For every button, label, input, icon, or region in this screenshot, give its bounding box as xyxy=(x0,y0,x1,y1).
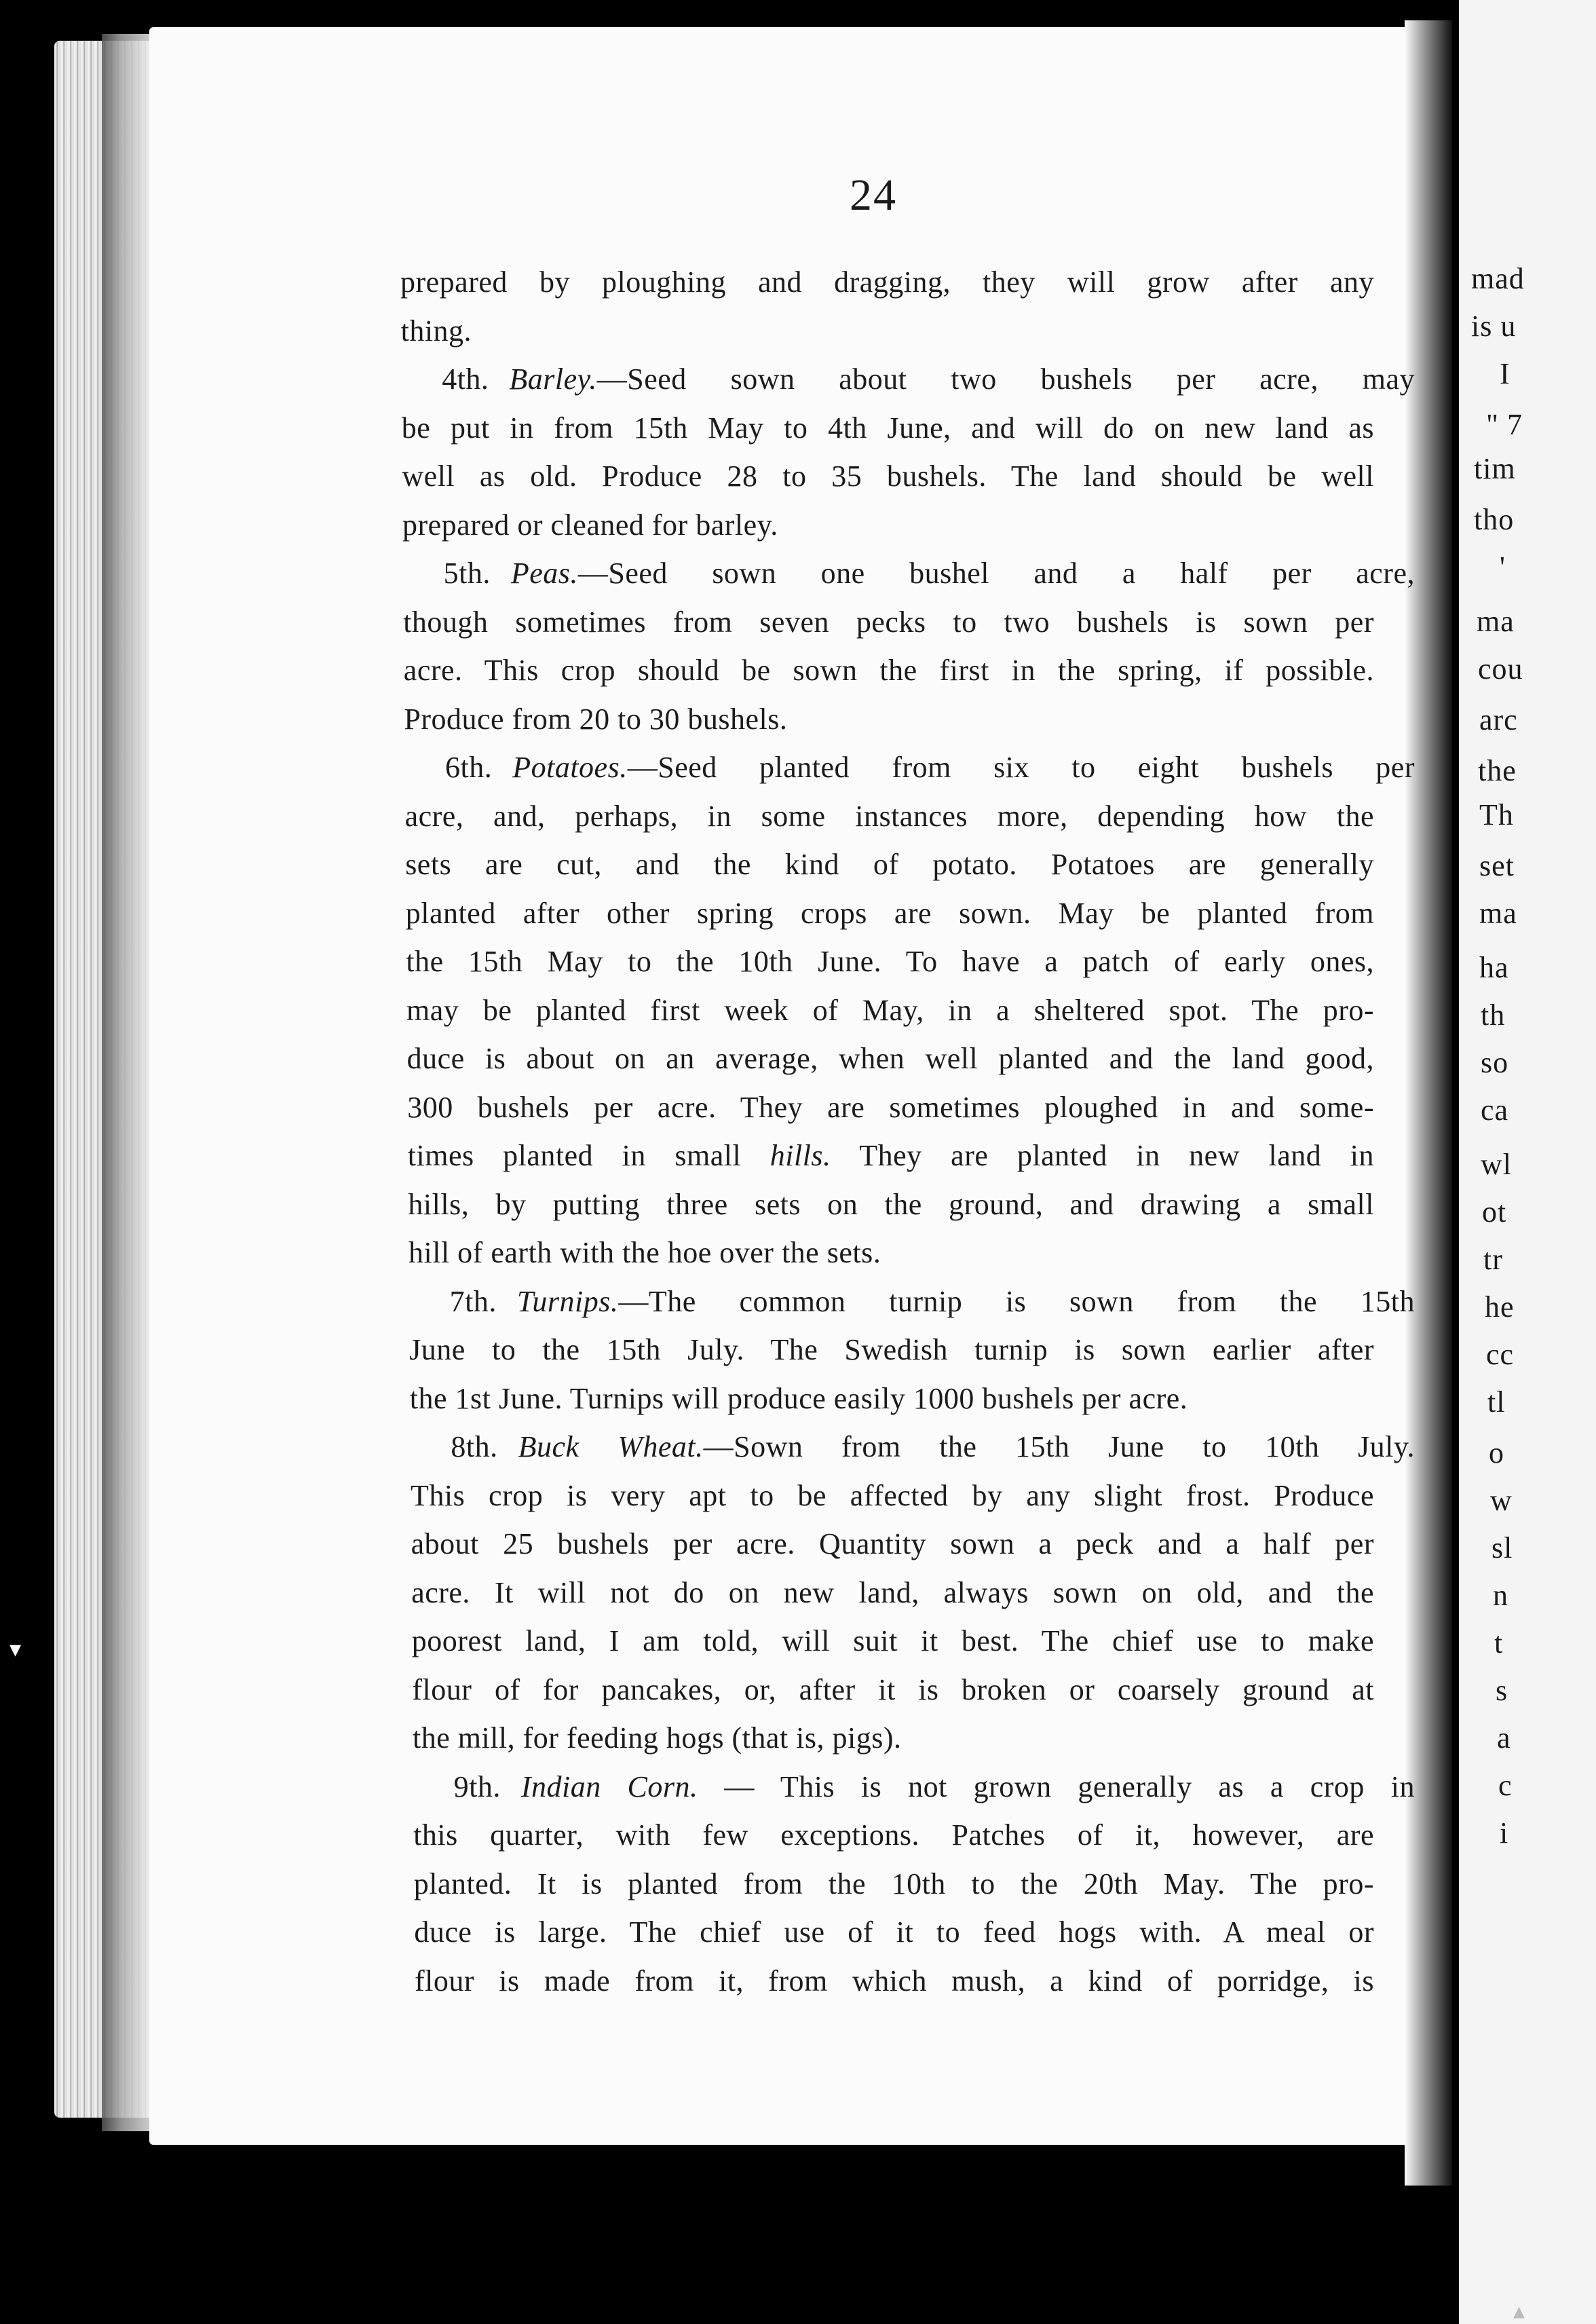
adjacent-page-text: tim xyxy=(1474,452,1516,485)
adjacent-page-text: th xyxy=(1481,998,1506,1032)
adjacent-page-text: i xyxy=(1500,1816,1509,1850)
adjacent-page-text: ha xyxy=(1479,951,1509,984)
text-line xyxy=(408,1229,1374,1277)
text-run: 8th. xyxy=(451,1430,498,1463)
scan-mark: ▾ xyxy=(10,1637,22,1662)
text-run: —Seed planted from six to eight bushels per xyxy=(627,751,1415,784)
text-line xyxy=(407,1083,1374,1132)
text-run: hill of earth with the hoe over the sets. xyxy=(408,1236,881,1269)
text-run: June to the 15th July. The Swedish turnip is sown earlier after xyxy=(409,1333,1374,1366)
text-run: They are planted in new land in xyxy=(831,1139,1374,1172)
adjacent-page-text: is u xyxy=(1471,310,1517,343)
page-gutter-shadow xyxy=(1405,20,1452,2186)
text-run: — This is not grown generally as a crop in xyxy=(698,1769,1415,1803)
text-line xyxy=(410,1374,1374,1423)
text-line xyxy=(400,258,1374,307)
text-run: 6th. xyxy=(445,751,493,784)
text-line xyxy=(406,889,1374,938)
scan-mark: ▴ xyxy=(1513,2299,1525,2324)
text-line xyxy=(412,1666,1374,1714)
text-line xyxy=(413,1714,1374,1763)
adjacent-page-text: so xyxy=(1481,1046,1509,1079)
adjacent-page-text: Th xyxy=(1479,798,1514,831)
text-line xyxy=(401,307,1374,356)
adjacent-page-text: n xyxy=(1493,1579,1508,1612)
text-line xyxy=(414,1908,1374,1957)
text-run: flour of for pancakes, or, after it is broken or coarsely ground at xyxy=(412,1672,1374,1706)
text-line xyxy=(401,355,1415,404)
italic-heading: Potatoes. xyxy=(512,751,628,784)
text-line xyxy=(411,1569,1374,1617)
text-line xyxy=(415,1957,1374,2006)
text-line xyxy=(412,1617,1374,1666)
text-run: times planted in small xyxy=(407,1139,770,1172)
text-line xyxy=(402,452,1374,501)
adjacent-page-text: he xyxy=(1485,1290,1515,1324)
text-line xyxy=(408,1180,1374,1229)
text-line xyxy=(414,1860,1374,1909)
text-run: acre. It will not do on new land, always sown on old, and the xyxy=(411,1575,1374,1609)
text-run: 300 bushels per acre. They are sometimes ploughed in and some- xyxy=(407,1090,1374,1124)
adjacent-page-text: ma xyxy=(1479,897,1517,930)
text-run: be put in from 15th May to 4th June, and will do on new land as xyxy=(401,411,1374,445)
body-text xyxy=(400,258,1415,2005)
text-run: —The common turnip is sown from the 15th xyxy=(618,1284,1415,1318)
text-run: sets are cut, and the kind of potato. Potatoes are generally xyxy=(405,848,1374,881)
text-run: prepared or cleaned for barley. xyxy=(402,508,778,542)
text-line xyxy=(404,646,1374,695)
text-run: duce is large. The chief use of it to feed hogs with. A meal or xyxy=(414,1915,1374,1949)
text-run: about 25 bushels per acre. Quantity sown a peck and a half per xyxy=(411,1527,1374,1560)
text-run: the 15th May to the 10th June. To have a patch of early ones, xyxy=(406,945,1374,978)
text-run: thing. xyxy=(400,314,472,348)
text-run: this quarter, with few exceptions. Patches of it, however, are xyxy=(413,1818,1374,1852)
text-run: though sometimes from seven pecks to two bushels is sown per xyxy=(403,605,1374,639)
text-run: well as old. Produce 28 to 35 bushels. The land should be well xyxy=(402,460,1374,493)
adjacent-page-text: w xyxy=(1490,1484,1513,1517)
adjacent-page-text: sl xyxy=(1492,1531,1513,1564)
text-run: duce is about on an average, when well planted and the land good, xyxy=(406,1042,1374,1075)
text-line xyxy=(409,1326,1374,1374)
adjacent-page-text: a xyxy=(1497,1721,1511,1755)
italic-heading: Peas. xyxy=(510,557,578,590)
adjacent-page-text: ca xyxy=(1481,1093,1509,1127)
text-run: planted after other spring crops are sown. May be planted from xyxy=(405,896,1374,930)
text-run: may be planted first week of May, in a sheltered spot. The pro- xyxy=(406,993,1374,1027)
text-line xyxy=(405,792,1374,841)
italic-heading: Indian Corn. xyxy=(520,1769,698,1803)
adjacent-page-text: tr xyxy=(1483,1243,1503,1276)
adjacent-page-text: t xyxy=(1494,1626,1504,1660)
adjacent-page-text: ' xyxy=(1500,550,1506,584)
text-line xyxy=(406,986,1374,1035)
text-line xyxy=(402,404,1374,453)
text-line xyxy=(407,1034,1374,1083)
italic-heading: Turnips. xyxy=(516,1284,619,1318)
page-number: 24 xyxy=(850,170,897,220)
adjacent-page-text: tho xyxy=(1474,503,1515,536)
adjacent-page-text: ot xyxy=(1482,1195,1507,1229)
text-line xyxy=(409,1277,1415,1326)
italic-heading: hills. xyxy=(770,1139,831,1172)
text-run: 7th. xyxy=(449,1284,497,1318)
text-line xyxy=(410,1423,1415,1472)
adjacent-page-text: I xyxy=(1500,357,1510,390)
adjacent-page-text: cc xyxy=(1486,1338,1515,1371)
text-line xyxy=(404,743,1415,792)
text-line xyxy=(403,549,1415,598)
adjacent-page-text: mad xyxy=(1471,262,1525,295)
text-run: —Sown from the 15th June to 10th July. xyxy=(703,1430,1415,1463)
text-line xyxy=(413,1763,1415,1812)
text-line xyxy=(402,501,1374,550)
adjacent-page-text: " 7 xyxy=(1486,408,1523,441)
adjacent-page-text: tl xyxy=(1487,1385,1506,1419)
text-run: acre, and, perhaps, in some instances more, depending how the xyxy=(404,799,1374,833)
text-run: hills, by putting three sets on the ground, and drawing a small xyxy=(408,1187,1374,1221)
text-run: This crop is very apt to be affected by any slight frost. Produce xyxy=(411,1478,1374,1512)
adjacent-page-text: wl xyxy=(1481,1148,1512,1181)
adjacent-page-text: cou xyxy=(1478,652,1523,686)
text-run: poorest land, I am told, will suit it best. The chief use to make xyxy=(411,1624,1374,1657)
adjacent-page-text: the xyxy=(1478,754,1517,787)
text-run: acre. This crop should be sown the first in the spring, if possible. xyxy=(403,654,1374,687)
text-line xyxy=(411,1520,1374,1569)
text-run: 5th. xyxy=(443,557,491,590)
italic-heading: Barley. xyxy=(509,362,597,396)
text-line xyxy=(408,1131,1374,1180)
adjacent-page-text: s xyxy=(1496,1674,1508,1707)
adjacent-page-text: arc xyxy=(1479,703,1518,736)
adjacent-page-fragment xyxy=(1459,0,1596,2324)
text-run: 4th. xyxy=(442,362,489,396)
text-line xyxy=(413,1811,1374,1860)
binding-shadow xyxy=(102,34,149,2131)
adjacent-page-text: ma xyxy=(1477,605,1515,638)
text-run: the mill, for feeding hogs (that is, pigs). xyxy=(413,1721,902,1755)
text-line xyxy=(404,695,1374,744)
text-run: —Seed sown one bushel and a half per acre, xyxy=(577,557,1415,590)
adjacent-page-text: set xyxy=(1479,849,1515,882)
text-line xyxy=(406,937,1374,986)
text-line xyxy=(403,598,1374,647)
text-run: 9th. xyxy=(453,1769,501,1803)
adjacent-page-text: c xyxy=(1498,1769,1513,1802)
text-run: —Seed sown about two bushels per acre, may xyxy=(596,362,1415,396)
text-run: prepared by ploughing and dragging, they will grow after any xyxy=(400,265,1374,299)
adjacent-page-text: o xyxy=(1489,1436,1504,1469)
text-line xyxy=(411,1472,1374,1520)
italic-heading: Buck Wheat. xyxy=(518,1430,704,1463)
text-line xyxy=(405,840,1374,889)
text-run: the 1st June. Turnips will produce easily 1000 bushels per acre. xyxy=(409,1381,1188,1415)
text-run: Produce from 20 to 30 bushels. xyxy=(404,702,788,736)
text-run: flour is made from it, from which mush, a kind of porridge, is xyxy=(415,1964,1374,1998)
text-run: planted. It is planted from the 10th to the 20th May. The pro- xyxy=(413,1867,1374,1900)
